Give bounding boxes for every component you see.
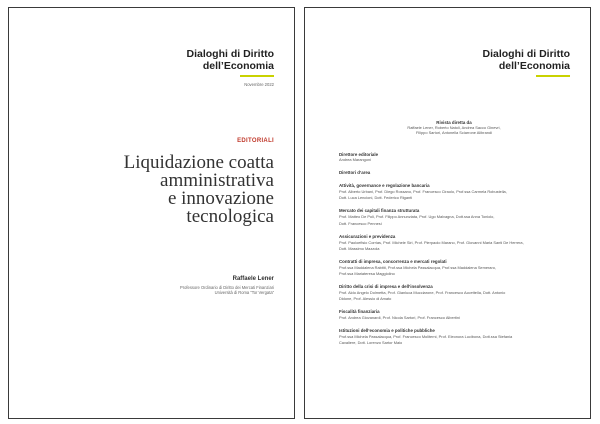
committee-title: Diritto della crisi di impresa e dell’insolvenza [339,284,433,290]
journal-title-line1: Dialoghi di Diritto [482,48,570,60]
committee-members: Prof. Paoloefisio Corrias, Prof. Michele Siri, Prof. Pierpaolo Marano, Prof. Giovanni Maria Santi De Herrera, [339,239,524,245]
committee-block [339,309,569,320]
editorial-board [339,120,569,346]
committee-block [339,328,569,345]
accent-bar [536,75,570,77]
committee-block [339,284,569,301]
journal-header [483,48,571,77]
issue-date: Novembre 2022 [244,82,274,87]
committee-title: Mercato dei capitali finanza strutturata [339,208,420,214]
committee-title: Assicurazioni e previdenza [339,233,396,239]
editorial-director-title: Direttore editoriale [339,152,379,158]
committee-members: Prof.ssa Michela Passalacqua, Prof. Francesco Moliterni, Prof. Eleonora Lucibona, Dott.ssa Stefania [339,334,513,340]
committee-title: Fiscalità finanziaria [339,309,380,315]
journal-title-line2: dell’Economia [202,60,274,72]
author-role-line: Università di Roma “Tor Vergata” [214,290,274,296]
title-line: e innovazione [167,188,274,209]
author-name: Raffaele Lener [232,276,274,282]
directed-by-block [339,120,569,135]
committee-block [339,259,569,276]
directors-names: Raffaele Lener, Roberto Natoli, Andrea Sacco Ginevri, [407,125,501,130]
committee-members: Dott. Massimo Mazzola [339,245,380,251]
editorial-director-name: Andrea Marangoni [339,157,372,163]
directed-by-title: Rivista diretta da [436,120,472,125]
author-role-line: Professore Ordinario di Diritto dei Mercati Finanziari [180,285,274,290]
committee-members: Didone, Prof. Alessio di Amato [339,296,392,302]
committee-members: Prof.ssa Mariateresa Maggiolino [339,270,395,276]
directors-names: Filippo Sartori, Antonella Sciarrone Alibrandi [416,130,492,136]
committee-members: Prof. Aldo Angelo Dolmetta, Prof. Gianluca Mucciarone, Prof. Francesco Accettella, Dott. Antonio [339,290,506,296]
title-line: tecnologica [186,206,274,227]
committee-block [339,234,569,251]
committee-members: Prof.ssa Maddalena Rabitti, Prof.ssa Michela Passalacqua, Prof.ssa Maddalena Semeraro, [339,264,497,270]
author-block [180,276,274,296]
section-label: EDITORIALI [237,138,274,144]
committee-title: Contratti di impresa, concorrenza e mercati regolati [339,258,447,264]
journal-header [187,48,275,87]
committee-title: Attività, governance e regolazione bancaria [339,183,430,189]
committee-block [339,183,569,200]
editorial-director-block [339,152,569,162]
committee-members: Prof. Alberto Urbani, Prof. Diego Rossano, Prof. Francesco Ciraolo, Prof.ssa Carmela Robustella, [339,189,507,195]
committee-members: Dott. Francesco Pennesi [339,220,382,226]
accent-bar [240,75,274,77]
article-title [24,154,274,226]
author-role [180,285,274,296]
committee-title: Istituzioni dell’economia e politiche pubbliche [339,328,435,334]
committee-members: Dott. Luca Lencioni, Dott. Federico Riganti [339,195,413,201]
cover-page [8,7,295,419]
journal-title-line1: Dialoghi di Diritto [186,48,274,60]
editorial-board-page [304,7,591,419]
area-directors-title: Direttori d’area [339,170,371,176]
committee-members: Prof. Andrea Giovanardi, Prof. Nicola Sartori, Prof. Francesco Albertini [339,315,460,321]
committee-members: Prof. Matteo De Poli, Prof. Filippo Annunziata, Prof. Ugo Malvagna, Dott.ssa Anna Toniolo, [339,214,495,220]
title-line: Liquidazione coatta [123,152,274,173]
committee-members: Cavaliere, Dott. Lorenzo Sartor Maio [339,340,403,346]
committee-block [339,208,569,225]
journal-title-line2: dell’Economia [498,60,570,72]
title-line: amministrativa [160,170,274,191]
